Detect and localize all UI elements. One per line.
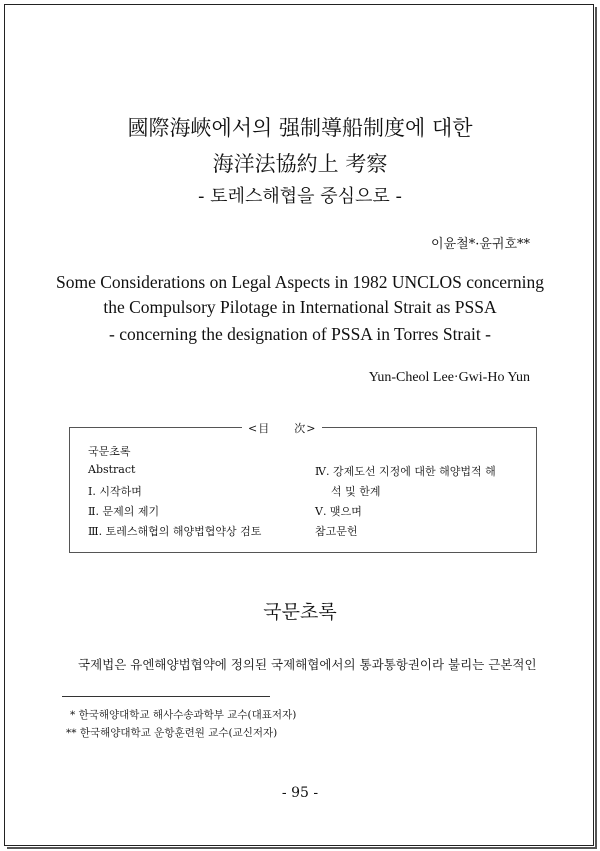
toc-item: Ⅰ. 시작하며 <box>88 485 142 498</box>
toc-item: Ⅴ. 맺으며 <box>315 505 362 518</box>
page-number: - 95 - <box>281 785 319 801</box>
footnote: ** 한국해양대학교 운항훈련원 교수(교신저자) <box>66 727 278 739</box>
toc-item: 석 및 한계 <box>331 485 381 498</box>
body-paragraph: 국제법은 유엔해양법협약에 정의된 국제해협에서의 통과통항권이라 불리는 근본적인 <box>78 657 537 672</box>
authors-korean: 이윤철*·윤귀호** <box>431 237 530 252</box>
english-title-line-2: the Compulsory Pilotage in International Strait as PSSA <box>103 297 497 317</box>
footnote: * 한국해양대학교 해사수송과학부 교수(대표저자) <box>70 709 297 721</box>
toc-item: Abstract <box>88 463 136 476</box>
toc-heading: <目 次> <box>242 420 322 436</box>
authors-english: Yun-Cheol Lee·Gwi-Ho Yun <box>368 370 530 385</box>
toc-item: 국문초록 <box>88 445 131 458</box>
footnote-divider <box>62 696 270 697</box>
korean-subtitle: - 토레스해협을 중심으로 - <box>197 186 403 207</box>
korean-title-line-1: 國際海峽에서의 强制導船制度에 대한 <box>127 116 473 140</box>
toc-item: Ⅱ. 문제의 제기 <box>88 505 160 518</box>
english-subtitle: - concerning the designation of PSSA in Torres Strait - <box>109 324 491 344</box>
toc-item: Ⅳ. 강제도선 지정에 대한 해양법적 해 <box>315 465 496 478</box>
korean-title-line-2: 海洋法協約上 考察 <box>212 152 388 176</box>
english-title-line-1: Some Considerations on Legal Aspects in 1982 UNCLOS concerning <box>56 272 544 292</box>
toc-item: 참고문헌 <box>315 525 358 538</box>
toc-item: Ⅲ. 토레스해협의 해양법협약상 검토 <box>88 525 262 538</box>
abstract-heading: 국문초록 <box>263 601 337 623</box>
